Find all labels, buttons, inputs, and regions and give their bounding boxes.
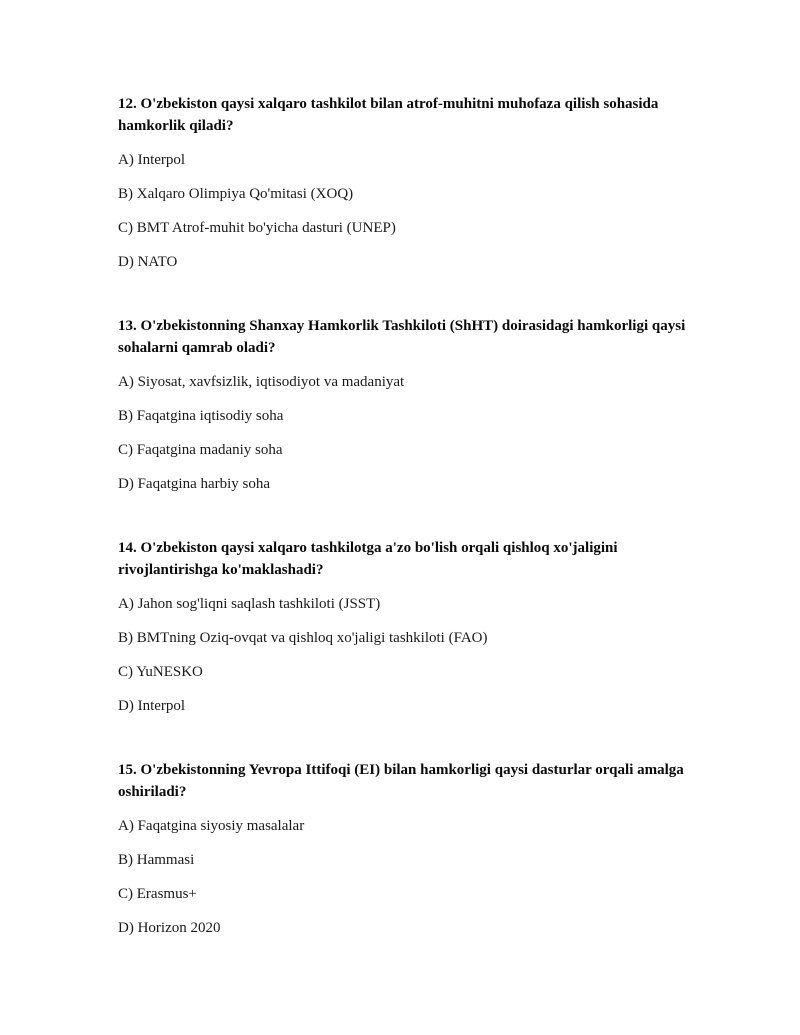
- option-a: A) Siyosat, xavfsizlik, iqtisodiyot va madaniyat: [118, 374, 405, 390]
- option-a: A) Faqatgina siyosiy masalalar: [118, 818, 305, 834]
- option-c: C) Faqatgina madaniy soha: [118, 442, 283, 458]
- option-b: B) BMTning Oziq-ovqat va qishloq xo'jaligi tashkiloti (FAO): [118, 630, 488, 646]
- question-text: 14. O'zbekiston qaysi xalqaro tashkilotga a'zo bo'lish orqali qishloq xo'jaligini rivojlantirishga ko'maklashadi?: [118, 540, 618, 578]
- question-15: [118, 759, 688, 938]
- question-text: 13. O'zbekistonning Shanxay Hamkorlik Tashkiloti (ShHT) doirasidagi hamkorligi qaysi sohalarni qamrab oladi?: [118, 318, 686, 356]
- option-d: D) Horizon 2020: [118, 920, 221, 936]
- option-d: D) NATO: [118, 254, 178, 270]
- question-14: [118, 537, 688, 716]
- question-13: [118, 315, 688, 494]
- option-c: C) BMT Atrof-muhit bo'yicha dasturi (UNEP): [118, 220, 396, 236]
- option-a: A) Interpol: [118, 152, 186, 168]
- document-page: [118, 93, 688, 938]
- option-a: A) Jahon sog'liqni saqlash tashkiloti (JSST): [118, 596, 381, 612]
- option-b: B) Hammasi: [118, 852, 195, 868]
- question-12: [118, 93, 688, 272]
- option-c: C) Erasmus+: [118, 886, 197, 902]
- question-text: 15. O'zbekistonning Yevropa Ittifoqi (EI) bilan hamkorligi qaysi dasturlar orqali amalga oshiriladi?: [118, 762, 684, 800]
- option-d: D) Interpol: [118, 698, 186, 714]
- option-c: C) YuNESKO: [118, 664, 203, 680]
- option-b: B) Faqatgina iqtisodiy soha: [118, 408, 284, 424]
- option-d: D) Faqatgina harbiy soha: [118, 476, 271, 492]
- question-text: 12. O'zbekiston qaysi xalqaro tashkilot bilan atrof-muhitni muhofaza qilish sohasida hamkorlik qiladi?: [118, 96, 659, 134]
- option-b: B) Xalqaro Olimpiya Qo'mitasi (XOQ): [118, 186, 354, 202]
